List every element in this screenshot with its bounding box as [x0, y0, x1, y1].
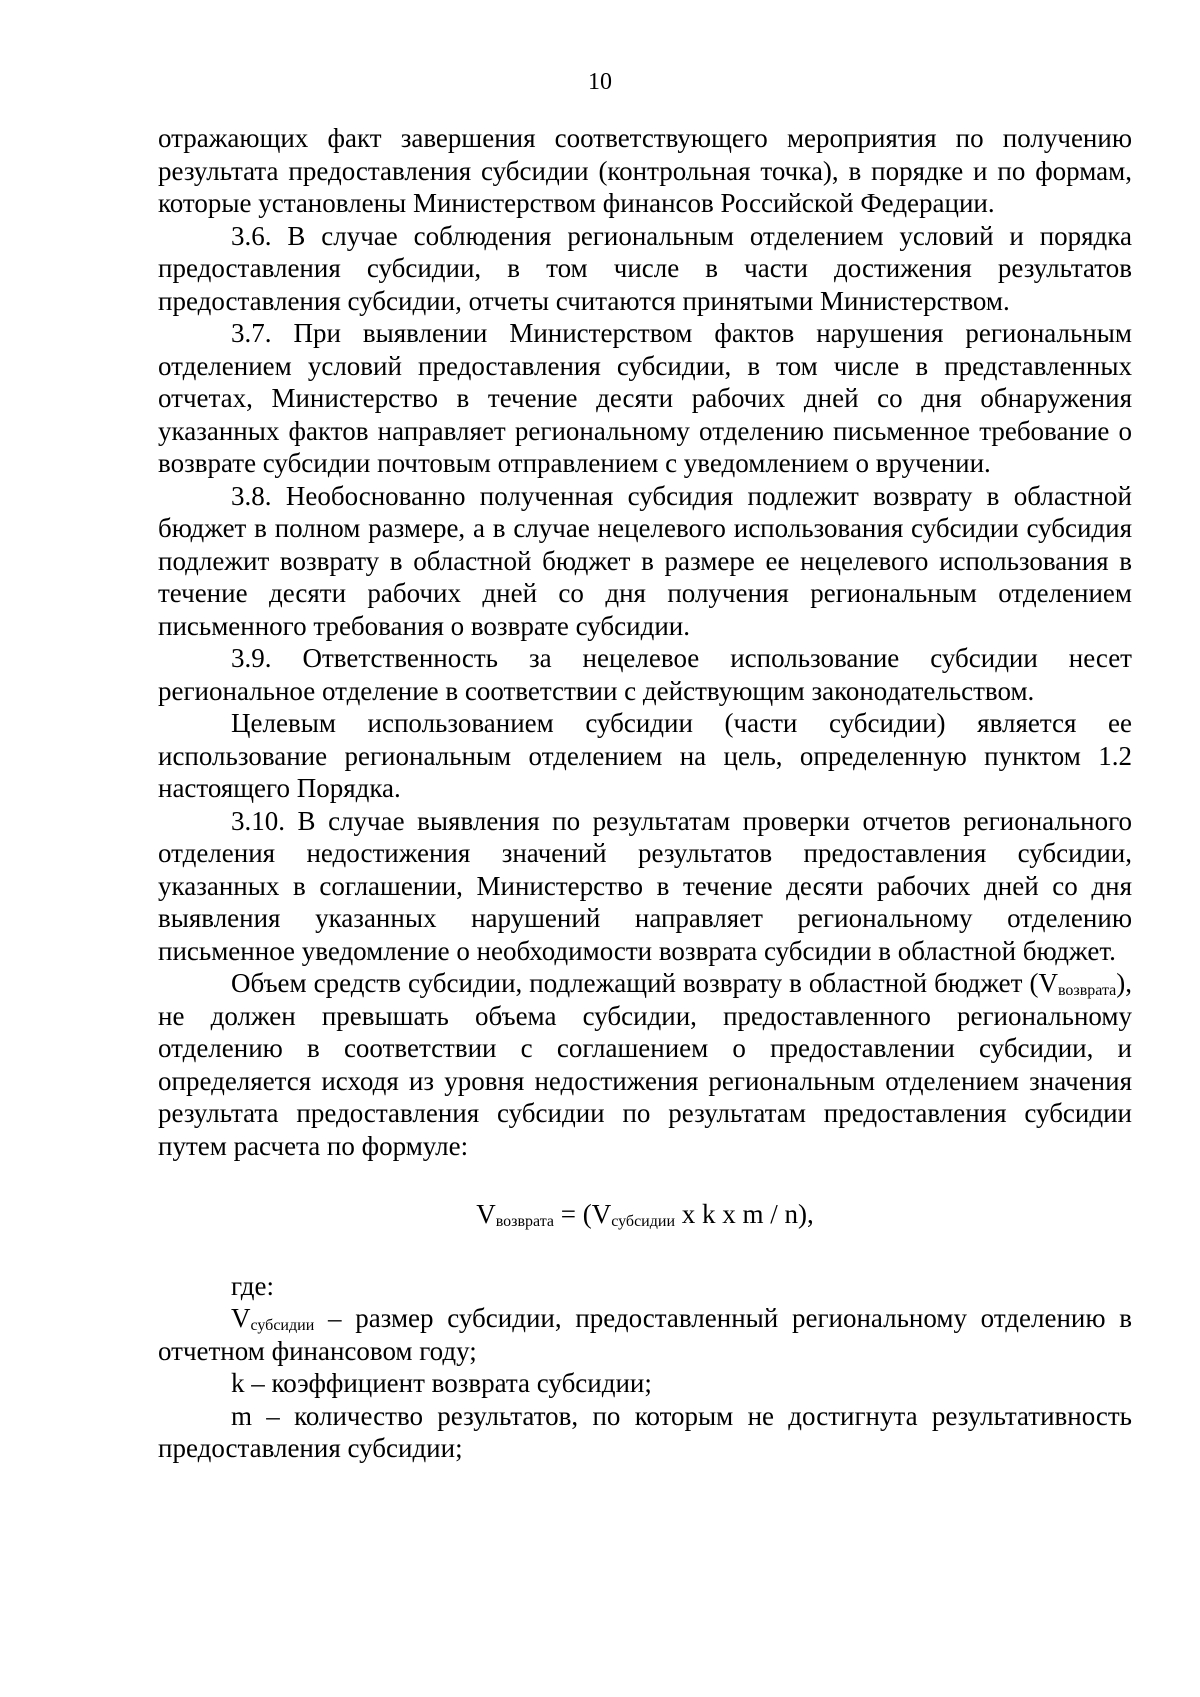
paragraph-continuation: отражающих факт завершения соответствующего мероприятия по получению результата предоставления субсидии (контрольная точка), в порядке и по формам, которые установлены Министерством финансов Российской Федерации.: [158, 123, 1132, 218]
definition-m: m – количество результатов, по которым не достигнута результативность предоставления субсидии;: [158, 1400, 1132, 1463]
formula-sub-return: возврата: [495, 1213, 555, 1230]
paragraph-target-use: Целевым использованием субсидии (части субсидии) является ее использование региональным отделением на цель, определенную пунктом 1.2 настоящего Порядка.: [158, 708, 1132, 803]
document-body: [158, 122, 1132, 1465]
paragraph-return-volume: [158, 967, 1132, 1162]
return-volume-subscript: возврата: [1057, 982, 1117, 999]
return-volume-text-b: ), не должен превышать объема субсидии, предоставленного региональному отделению в соответствии с соглашением о предоставлении субсидии, и определяется исходя из уровня недостижения региональным отделением значения результата предоставления субсидии по результатам предоставления субсидии путем расчета по формуле:: [158, 968, 1132, 1161]
paragraph-3-9: 3.9. Ответственность за нецелевое использование субсидии несет региональное отделение в соответствии с действующим законодательством.: [158, 643, 1132, 706]
definition-v: V: [231, 1303, 251, 1333]
formula-sub-subsidy: субсидии: [611, 1213, 675, 1230]
definition-k: k – коэффициент возврата субсидии;: [231, 1368, 652, 1398]
definition-v-subsidy: [158, 1302, 1132, 1367]
formula-tail: x k x m / n),: [675, 1199, 814, 1229]
definitions-where: где:: [231, 1270, 274, 1301]
formula-mid: = (V: [554, 1199, 612, 1229]
definition-v-subscript: субсидии: [250, 1317, 315, 1334]
formula-v1: V: [476, 1199, 496, 1229]
paragraph-3-6: 3.6. В случае соблюдения региональным отделением условий и порядка предоставления субсидии, в том числе в части достижения результатов предоставления субсидии, отчеты считаются принятыми Министерством.: [158, 220, 1132, 316]
paragraph-3-10: 3.10. В случае выявления по результатам проверки отчетов регионального отделения недостижения значений результатов предоставления субсидии, указанных в соглашении, Министерство в течение десяти рабочих дней со дня выявления указанных нарушений направляет региональному отделению письменное уведомление о необходимости возврата субсидии в областной бюджет.: [158, 805, 1132, 966]
paragraph-3-7: 3.7. При выявлении Министерством фактов нарушения региональным отделением условий предоставления субсидии, в том числе в представленных отчетах, Министерство в течение десяти рабочих дней со дня обнаружения указанных фактов направляет региональному отделению письменное требование о возврате субсидии почтовым отправлением с уведомлением о вручении.: [158, 318, 1132, 478]
page-number: 10: [588, 69, 612, 95]
paragraph-3-8: 3.8. Необоснованно полученная субсидия подлежит возврату в областной бюджет в полном размере, а в случае нецелевого использования субсидии субсидия подлежит возврату в областной бюджет в размере ее нецелевого использования в течение десяти рабочих дней со дня получения региональным отделением письменного требования о возврате субсидии.: [158, 480, 1132, 641]
return-volume-text-a: Объем средств субсидии, подлежащий возврату в областной бюджет (V: [231, 968, 1058, 998]
definition-v-text: – размер субсидии, предоставленный региональному отделению в отчетном финансовом году;: [158, 1303, 1132, 1366]
return-formula: [158, 1198, 1132, 1231]
